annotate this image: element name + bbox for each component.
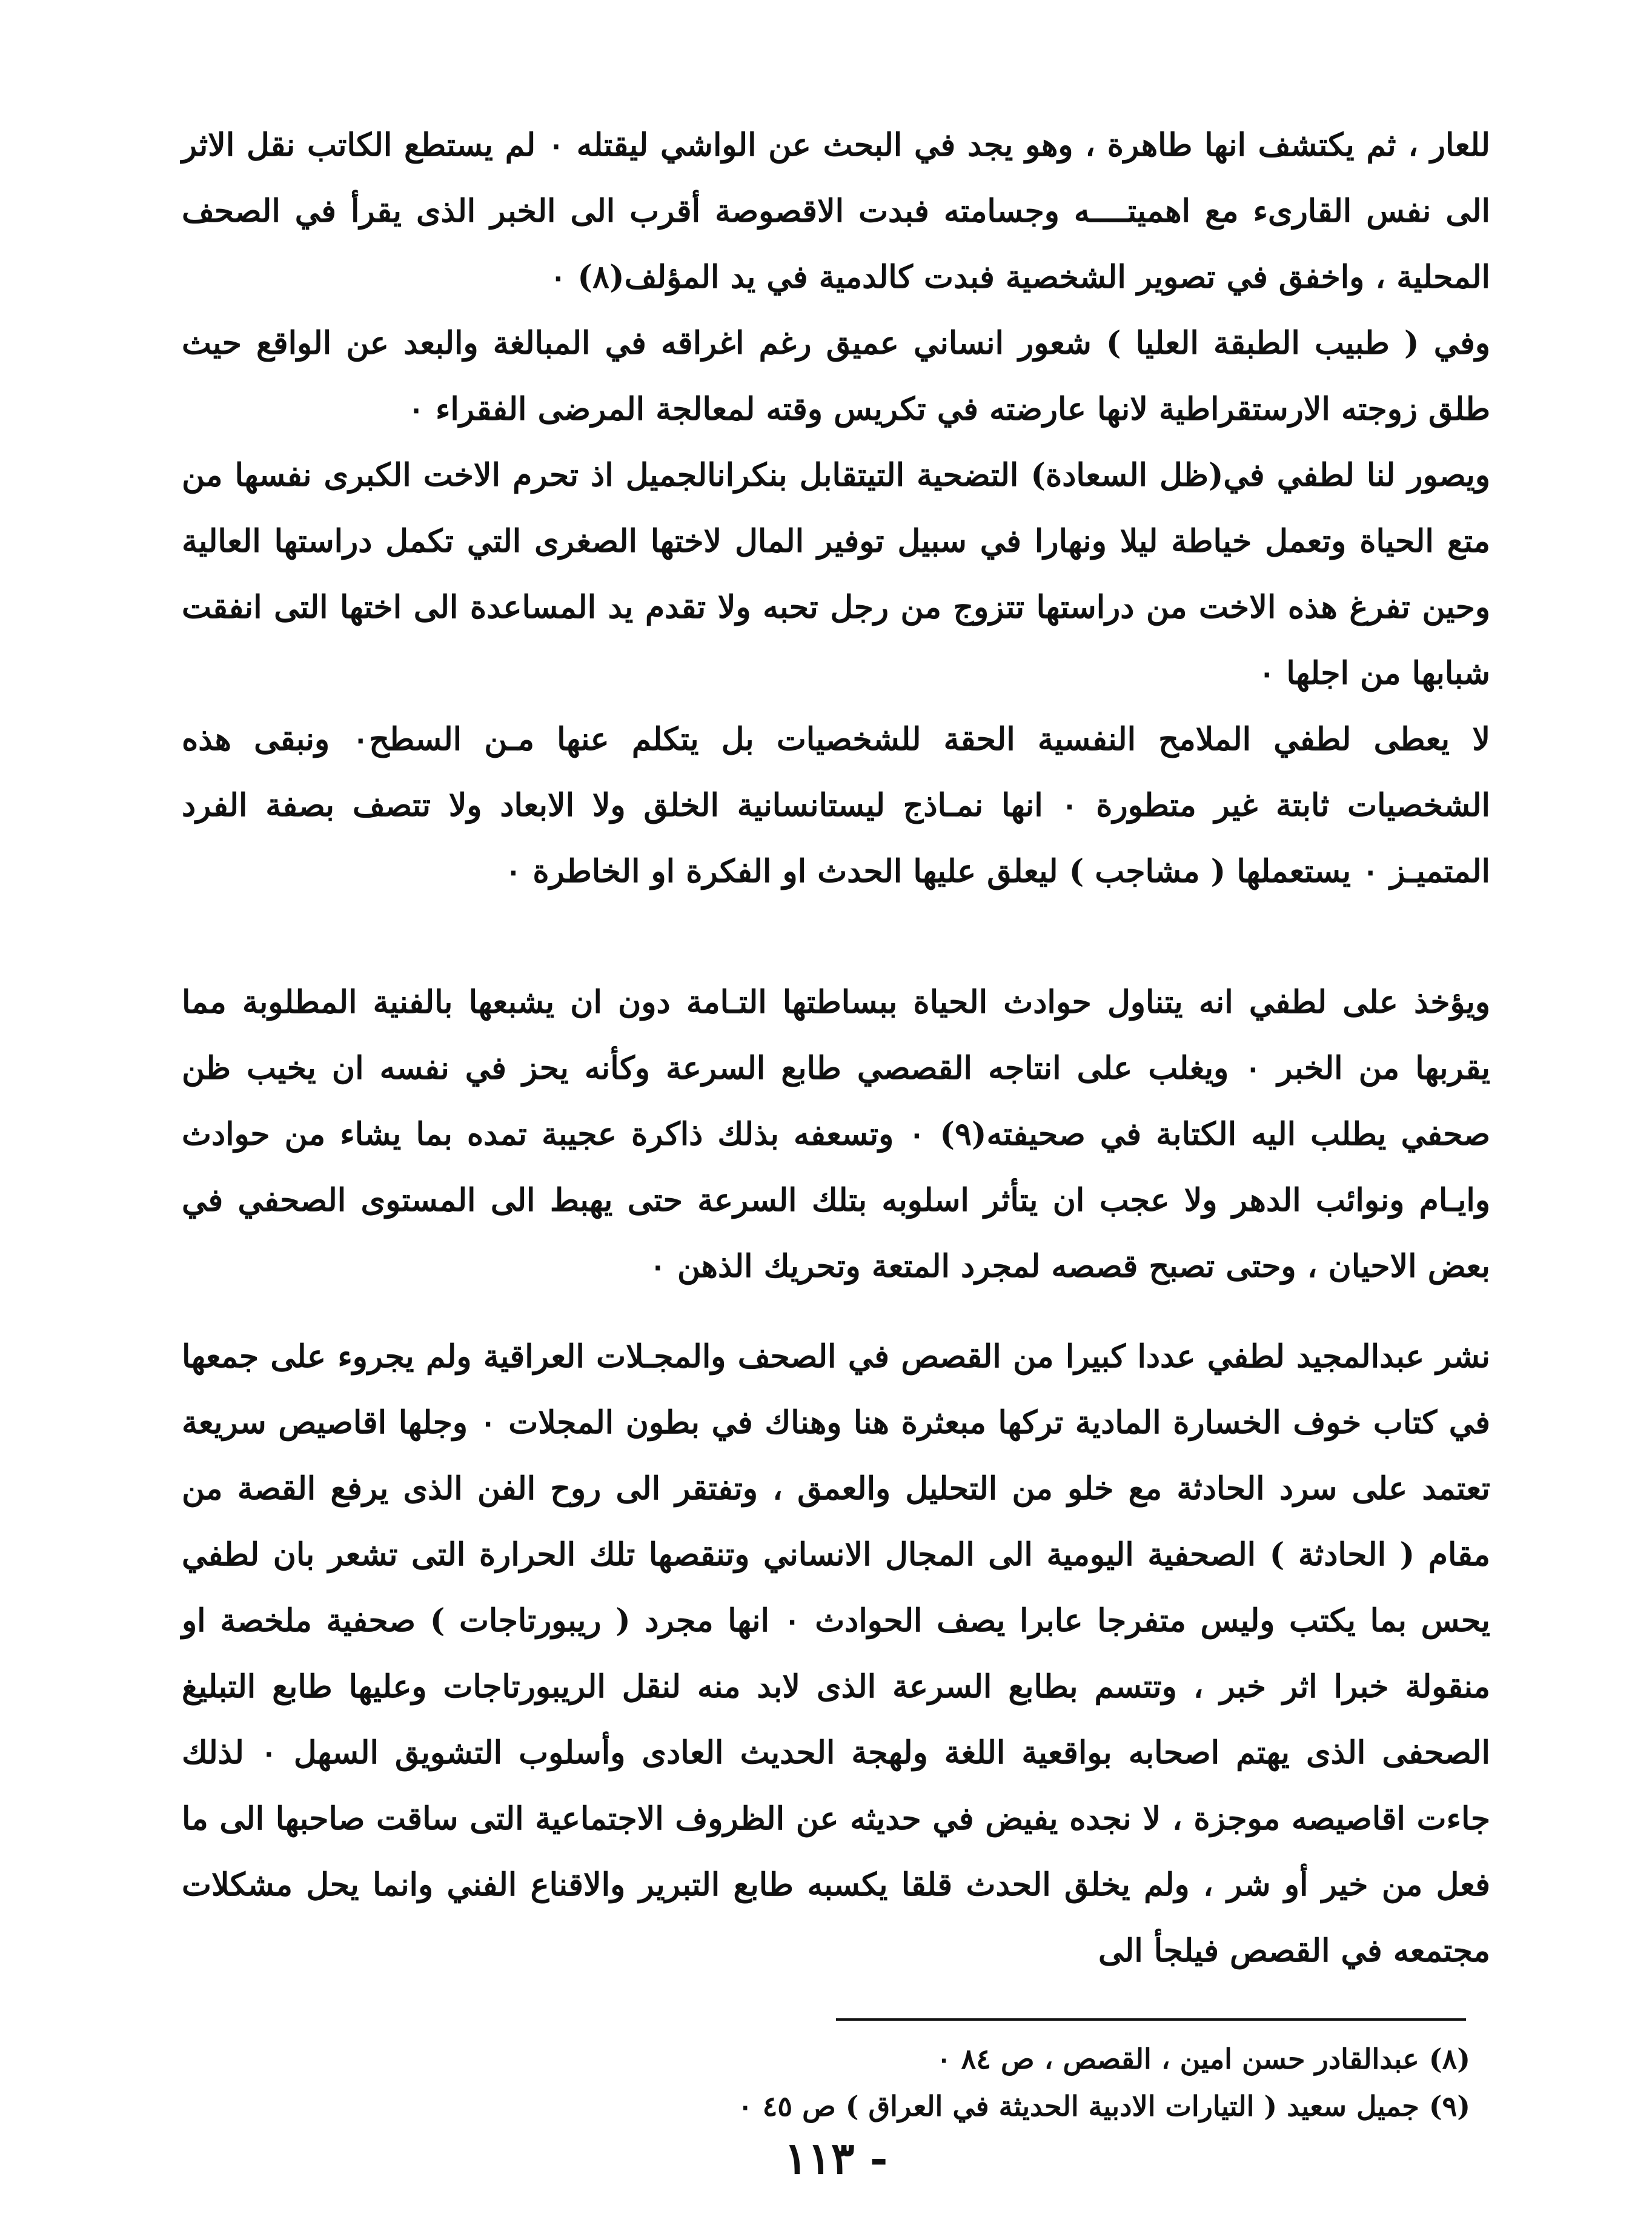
page-number: - ١١٣ [784,2132,888,2184]
paragraph: للعار ، ثم يكتشف انها طاهرة ، وهو يجد في البحث عن الواشي ليقتله ٠ لم يستطع الكاتب نقل الاثر الى نفس القارىء مع اهميتــــه وجسامته فبدت الاقصوصة أقرب الى الخبر الذى يقرأ في الصحف المحلية ، واخفق في تصوير الشخصية فبدت كالدمية في يد المؤلف(٨) ٠ [182,127,1490,296]
paragraph: نشر عبدالمجيد لطفي عددا كبيرا من القصص في الصحف والمجـلات العراقية ولم يجروء على جمعها في كتاب خوف الخسارة المادية تركها مبعثرة هنا وهناك في بطون المجلات ٠ وجلها اقاصيص سريعة تعتمد على سرد الحادثة مع خلو من التحليل والعمق ، وتفتقر الى روح الفن الذى يرفع القصة من مقام ( الحادثة ) الصحفية اليومية الى المجال الانساني وتنقصها تلك الحرارة التى تشعر بان لطفي يحس بما يكتب وليس متفرجا عابرا يصف الحوادث ٠ انها مجرد ( ريبورتاجات ) صحفية ملخصة او منقولة خبرا اثر خبر ، وتتسم بطابع السرعة الذى لابد منه لنقل الريبورتاجات وعليها طابع التبليغ الصحفى الذى يهتم اصحابه بواقعية اللغة ولهجة الحديث العادى وأسلوب التشويق السهل ٠ لذلك جاءت اقاصيصه موجزة ، لا نجده يفيض في حديثه عن الظروف الاجتماعية التى ساقت صاحبها الى ما فعل من خير أو شر ، ولم يخلق الحدث قلقا يكسبه طابع التبرير والاقناع الفني وانما يحل مشكلات مجتمعه في القصص فيلجأ الى [182,1338,1490,1969]
paragraph: ويؤخذ على لطفي انه يتناول حوادث الحياة ببساطتها التـامة دون ان يشبعها بالفنية المطلوبة مما يقربها من الخبر ٠ ويغلب على انتاجه القصصي طابع السرعة وكأنه يحز في نفسه ان يخيب ظن صحفي يطلب اليه الكتابة في صحيفته(٩) ٠ وتسعفه بذلك ذاكرة عجيبة تمده بما يشاء من حوادث وايـام ونوائب الدهر ولا عجب ان يتأثر اسلوبه بتلك السرعة حتى يهبط الى المستوى الصحفي في بعض الاحيان ، وحتى تصبح قصصه لمجرد المتعة وتحريك الذهن ٠ [182,984,1490,1285]
footnote-divider [836,2018,1466,2021]
footnotes [259,2035,1470,2130]
text-block-top [182,112,1490,904]
paragraph: ويصور لنا لطفي في(ظل السعادة) التضحية التيتقابل بنكرانالجميل اذ تحرم الاخت الكبرى نفسها من متع الحياة وتعمل خياطة ليلا ونهارا في سبيل توفير المال لاختها الصغرى التي تكمل دراستها العالية وحين تفرغ هذه الاخت من دراستها تتزوج من رجل تحبه ولا تقدم يد المساعدة الى اختها التى انفقت شبابها من اجلها ٠ [182,457,1490,692]
footnote: (٩) جميل سعيد ( التيارات الادبية الحديثة في العراق ) ص ٤٥ ٠ [737,2090,1470,2122]
paragraph: لا يعطى لطفي الملامح النفسية الحقة للشخصيات بل يتكلم عنها مـن السطح٠ ونبقى هذه الشخصيات ثابتة غير متطورة ٠ انها نمـاذج ليستانسانية الخلق ولا الابعاد ولا تتصف بصفة الفرد المتميـز ٠ يستعملها ( مشاجب ) ليعلق عليها الحدث او الفكرة او الخاطرة ٠ [182,721,1490,890]
text-block-bottom [182,1324,1490,1984]
text-block-middle [182,969,1490,1299]
footnote: (٨) عبدالقادر حسن امين ، القصص ، ص ٨٤ ٠ [936,2043,1470,2075]
paragraph: وفي ( طبيب الطبقة العليا ) شعور انساني عميق رغم اغراقه في المبالغة والبعد عن الواقع حيث طلق زوجته الارستقراطية لانها عارضته في تكريس وقته لمعالجة المرضى الفقراء ٠ [182,325,1490,428]
